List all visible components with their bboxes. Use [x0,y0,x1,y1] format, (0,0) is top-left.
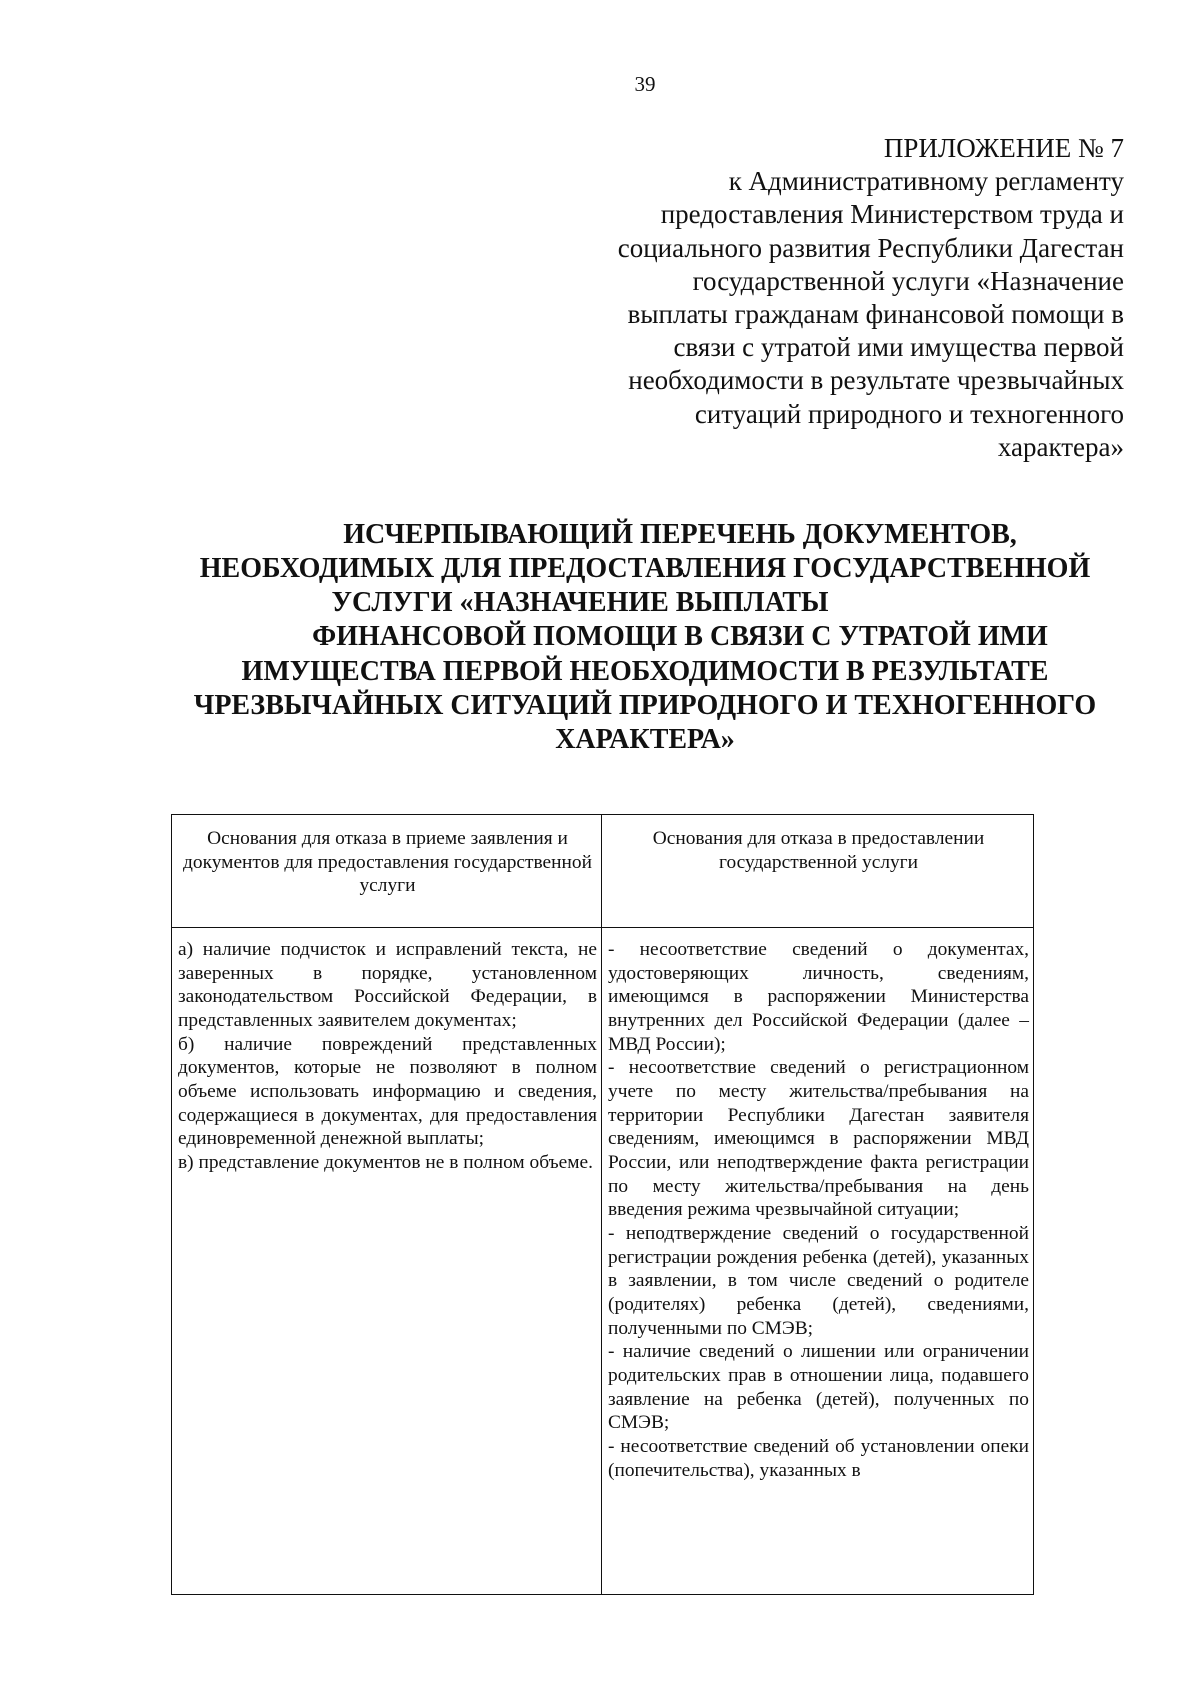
appendix-line: связи с утратой ими имущества первой [673,332,1124,363]
title-line: ИМУЩЕСТВА ПЕРВОЙ НЕОБХОДИМОСТИ В РЕЗУЛЬТАТЕ [241,655,1049,687]
document-title [160,518,1130,757]
appendix-line: характера» [997,431,1124,462]
refusal-grounds-table [171,814,1034,1595]
list-item: - несоответствие сведений о регистрационном учете по месту жительства/пребывания на территории Республики Дагестан заявителя сведениям, имеющимся в распоряжении МВД России, или неподтверждение факта регистрации по месту жительства/пребывания на день введения режима чрезвычайной ситуации; [608,1057,1029,1221]
list-item: - наличие сведений о лишении или ограничении родительских прав в отношении лица, подавшего заявление на ребенка (детей), полученных по СМЭВ; [608,1341,1029,1434]
cell-application-refusal-grounds [172,928,602,1595]
table-row [172,928,1034,1595]
appendix-heading [540,132,1124,464]
list-item: а) наличие подчисток и исправлений текста, не заверенных в порядке, установленном законодательством Российской Федерации, в представленных заявителем документах; [178,939,597,1032]
title-line: УСЛУГИ «НАЗНАЧЕНИЕ ВЫПЛАТЫ [331,587,829,619]
title-line: ЧРЕЗВЫЧАЙНЫХ СИТУАЦИЙ ПРИРОДНОГО И ТЕХНОГЕННОГО [193,689,1097,721]
appendix-line: ситуаций природного и техногенного [694,398,1124,429]
title-line: ХАРАКТЕРА» [555,723,735,755]
cell-service-refusal-grounds [602,928,1034,1595]
list-item: б) наличие повреждений представленных документов, которые не позволяют в полном объеме использовать информацию и сведения, содержащиеся в документах, для предоставления единовременной денежной выплаты; [178,1033,597,1150]
list-item: - несоответствие сведений о документах, удостоверяющих личность, сведениям, имеющимся в распоряжении Министерства внутренних дел Российской Федерации (далее – МВД России); [608,939,1029,1055]
appendix-line: необходимости в результате чрезвычайных [628,365,1124,396]
title-line: ИСЧЕРПЫВАЮЩИЙ ПЕРЕЧЕНЬ ДОКУМЕНТОВ, [343,519,1017,550]
list-item: - несоответствие сведений об установлении опеки (попечительства), указанных в [608,1436,1029,1481]
header-cell-application-refusal: Основания для отказа в приеме заявления и документов для предоставления государственной услуги [172,815,602,928]
appendix-line: к Административному регламенту [728,166,1124,197]
title-line: НЕОБХОДИМЫХ ДЛЯ ПРЕДОСТАВЛЕНИЯ ГОСУДАРСТВЕННОЙ [199,553,1091,585]
header-cell-service-refusal: Основания для отказа в предоставлении государственной услуги [602,815,1034,928]
appendix-line: выплаты гражданам финансовой помощи в [627,299,1124,330]
page-number: 39 [634,72,656,96]
appendix-line: социального развития Республики Дагестан [617,232,1124,263]
appendix-line: предоставления Министерством труда и [660,199,1124,230]
list-item: в) представление документов не в полном объеме. [178,1152,593,1174]
title-line: ФИНАНСОВОЙ ПОМОЩИ В СВЯЗИ С УТРАТОЙ ИМИ [312,621,1048,653]
appendix-line: ПРИЛОЖЕНИЕ № 7 [883,133,1124,163]
table-header-row [172,815,1034,928]
appendix-line: государственной услуги «Назначение [692,265,1124,296]
list-item: - неподтверждение сведений о государственной регистрации рождения ребенка (детей), указанных в заявлении, в том числе сведений о родителе (родителях) ребенка (детей), сведениями, полученными по СМЭВ; [608,1223,1029,1339]
